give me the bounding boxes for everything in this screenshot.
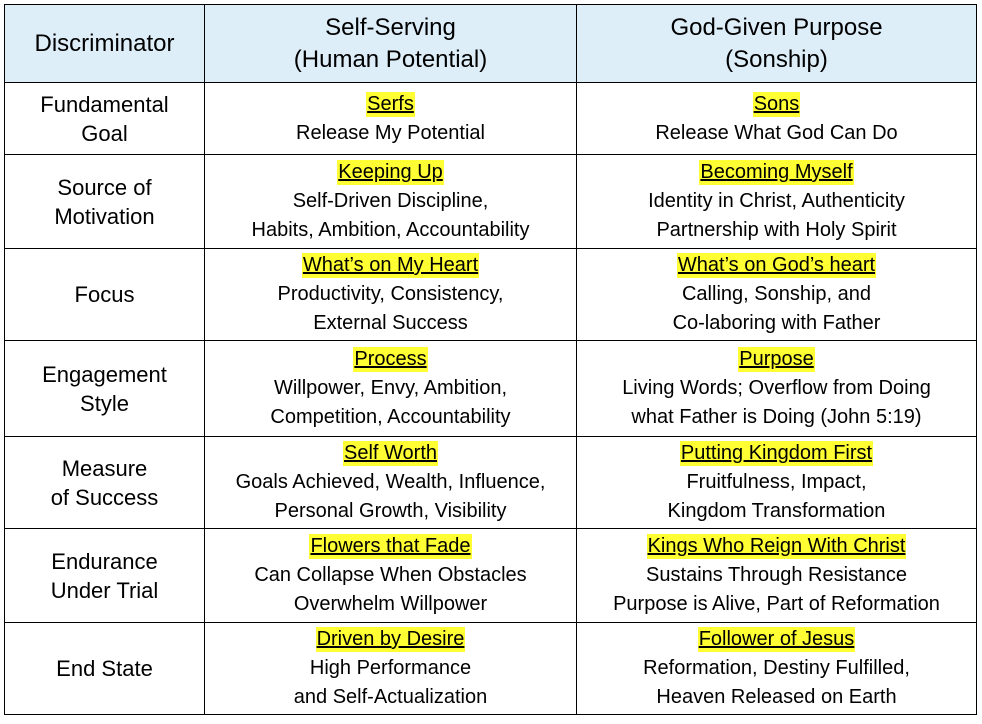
- self-serving-cell: [205, 437, 577, 529]
- discriminator-label: Fundamental: [40, 91, 169, 117]
- cell-text: Heaven Released on Earth: [656, 686, 897, 708]
- table-row: [5, 341, 977, 437]
- self-serving-cell: [205, 249, 577, 341]
- table-row: [5, 437, 977, 529]
- self-serving-cell: [205, 155, 577, 249]
- cell-text: External Success: [313, 312, 468, 334]
- discriminator-cell: [5, 83, 205, 155]
- god-given-cell: [577, 437, 977, 529]
- discriminator-label: Under Trial: [50, 577, 159, 603]
- self-serving-cell: [205, 83, 577, 155]
- self-serving-cell: [205, 341, 577, 437]
- cell-text: Productivity, Consistency,: [277, 283, 504, 305]
- cell-text: Reformation, Destiny Fulfilled,: [643, 657, 910, 679]
- table-row: [5, 83, 977, 155]
- highlighted-title: Process: [354, 348, 427, 370]
- cell-text: Fruitfulness, Impact,: [686, 471, 867, 493]
- discriminator-label: Engagement: [42, 361, 167, 387]
- cell-text: Overwhelm Willpower: [293, 593, 488, 615]
- cell-text: Kingdom Transformation: [667, 500, 886, 522]
- header-row: [5, 5, 977, 83]
- discriminator-label: of Success: [50, 484, 159, 510]
- discriminator-cell: [5, 623, 205, 715]
- comparison-table: [4, 4, 977, 715]
- cell-text: Can Collapse When Obstacles: [254, 564, 527, 586]
- cell-text: Identity in Christ, Authenticity: [648, 190, 905, 212]
- god-given-cell: [577, 83, 977, 155]
- header-self-serving: Self-Serving (Human Potential): [205, 5, 577, 83]
- cell-text: Competition, Accountability: [270, 406, 511, 428]
- cell-text: Calling, Sonship, and: [681, 283, 871, 305]
- table-row: [5, 155, 977, 249]
- discriminator-cell: [5, 249, 205, 341]
- highlighted-title: Serfs: [367, 92, 414, 115]
- god-given-cell: [577, 623, 977, 715]
- cell-text: Release My Potential: [296, 121, 485, 144]
- discriminator-label: Measure: [61, 455, 148, 481]
- discriminator-label: Source of: [57, 174, 152, 200]
- cell-text: Co-laboring with Father: [672, 312, 881, 334]
- cell-text: High Performance: [309, 657, 472, 679]
- self-serving-cell: [205, 529, 577, 623]
- discriminator-label: Focus: [74, 282, 135, 307]
- discriminator-cell: [5, 155, 205, 249]
- cell-text: Habits, Ambition, Accountability: [251, 219, 530, 241]
- cell-text: Goals Achieved, Wealth, Influence,: [235, 471, 546, 493]
- god-given-cell: [577, 249, 977, 341]
- cell-text: Partnership with Holy Spirit: [656, 219, 897, 241]
- god-given-cell: [577, 529, 977, 623]
- header-god-given-purpose: God-Given Purpose (Sonship): [577, 5, 977, 83]
- cell-text: Sustains Through Resistance: [646, 564, 907, 586]
- god-given-cell: [577, 341, 977, 437]
- cell-text: what Father is Doing (John 5:19): [631, 406, 922, 428]
- discriminator-label: Endurance: [51, 548, 158, 574]
- self-serving-cell: [205, 623, 577, 715]
- highlighted-title: Putting Kingdom First: [680, 442, 873, 464]
- highlighted-title: Kings Who Reign With Christ: [647, 535, 906, 557]
- discriminator-cell: [5, 341, 205, 437]
- highlighted-title: What’s on God’s heart: [677, 254, 876, 276]
- cell-text: Release What God Can Do: [655, 121, 898, 144]
- discriminator-cell: [5, 529, 205, 623]
- highlighted-title: Purpose: [739, 348, 814, 370]
- header-discriminator: Discriminator: [5, 5, 205, 83]
- discriminator-cell: [5, 437, 205, 529]
- highlighted-title: Keeping Up: [338, 161, 443, 183]
- highlighted-title: Flowers that Fade: [310, 535, 471, 557]
- highlighted-title: What’s on My Heart: [302, 254, 479, 276]
- discriminator-label: Motivation: [54, 203, 155, 229]
- highlighted-title: Sons: [753, 92, 800, 115]
- cell-text: Living Words; Overflow from Doing: [622, 377, 931, 399]
- cell-text: and Self-Actualization: [293, 686, 488, 708]
- cell-text: Personal Growth, Visibility: [274, 500, 507, 522]
- god-given-cell: [577, 155, 977, 249]
- discriminator-label: Goal: [81, 120, 128, 146]
- table-row: [5, 529, 977, 623]
- cell-text: Purpose is Alive, Part of Reformation: [613, 593, 940, 615]
- highlighted-title: Driven by Desire: [316, 628, 465, 650]
- table-row: [5, 249, 977, 341]
- discriminator-label: End State: [56, 656, 153, 681]
- highlighted-title: Follower of Jesus: [698, 628, 855, 650]
- discriminator-label: Style: [80, 390, 129, 416]
- cell-text: Self-Driven Discipline,: [292, 190, 489, 212]
- table-row: [5, 623, 977, 715]
- highlighted-title: Becoming Myself: [700, 161, 853, 183]
- highlighted-title: Self Worth: [344, 442, 437, 464]
- cell-text: Willpower, Envy, Ambition,: [273, 377, 508, 399]
